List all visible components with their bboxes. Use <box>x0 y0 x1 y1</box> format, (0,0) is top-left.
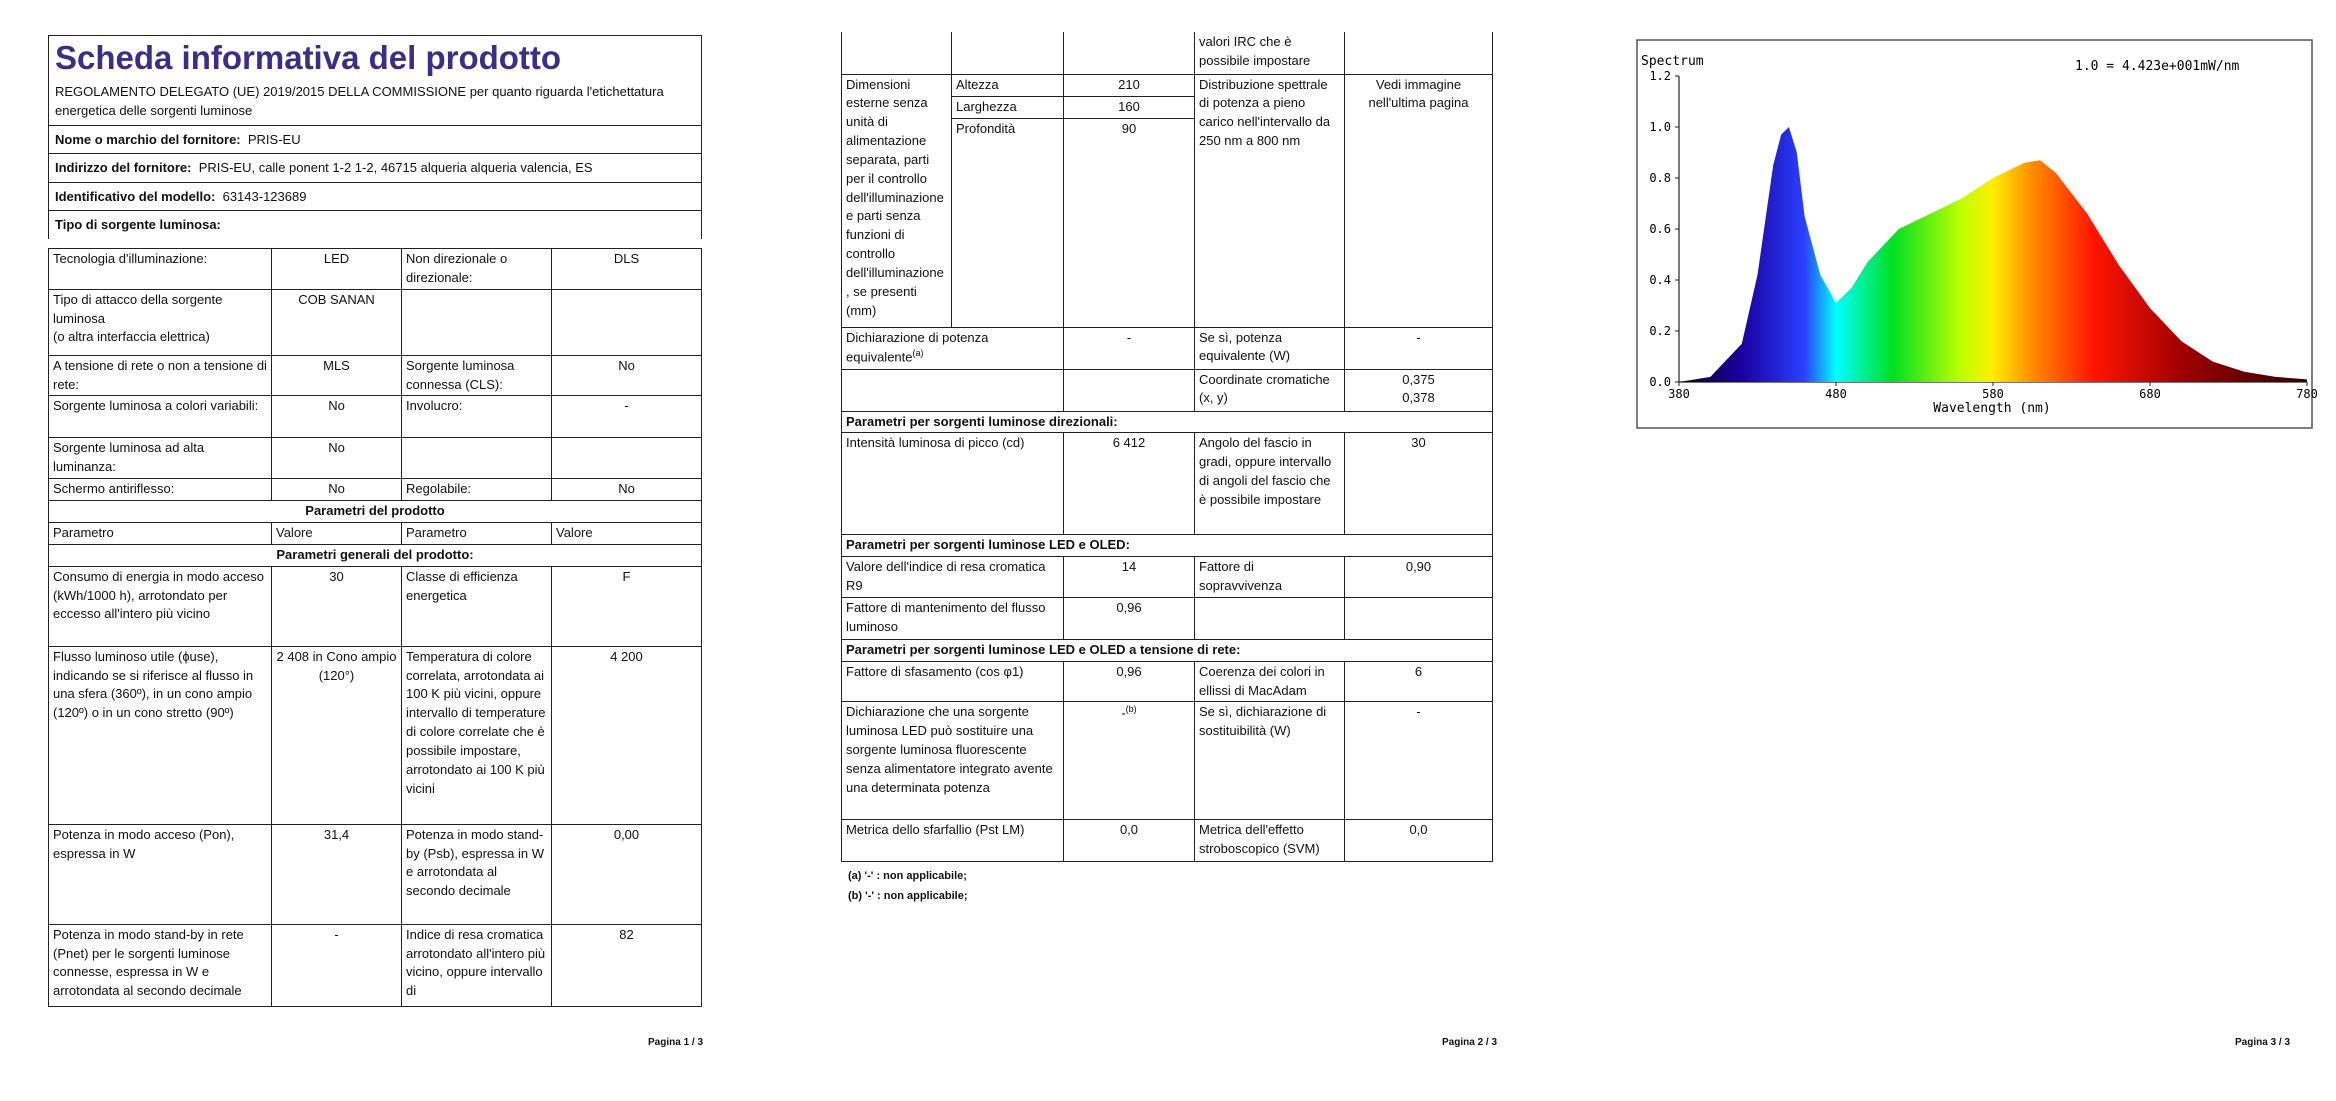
cell: LED <box>272 249 402 290</box>
cell <box>552 289 702 355</box>
maintenance-label: Fattore di mantenimento del flusso luminoso <box>842 597 1064 639</box>
cell <box>402 289 552 355</box>
cell: No <box>552 355 702 396</box>
cell: valori IRC che è possibile impostare <box>1195 32 1345 74</box>
cell: COB SANAN <box>272 289 402 355</box>
cell: 30 <box>272 566 402 646</box>
fluo-value: - <box>1121 705 1126 721</box>
cell: Classe di efficienza energetica <box>402 566 552 646</box>
cell: 82 <box>552 924 702 1006</box>
spectrum-chart <box>1637 40 2318 430</box>
address-label: Indirizzo del fornitore: <box>55 160 192 176</box>
y-tick-label: 0.8 <box>1649 171 1671 185</box>
width-label: Larghezza <box>952 96 1064 118</box>
cell: No <box>272 479 402 501</box>
table-row <box>842 411 1493 433</box>
cell <box>1345 597 1493 639</box>
column-header: Valore <box>272 522 402 544</box>
flicker-label: Metrica dello sfarfallio (Pst LM) <box>842 820 1064 862</box>
cell: Potenza in modo stand-by (Psb), espressa in W e arrotondata al secondo decimale <box>402 824 552 924</box>
model-label: Identificativo del modello: <box>55 188 216 204</box>
cell: Temperatura di colore correlata, arrotondata ai 100 K più vicini, oppure intervallo di temperature di colore correlate che è possibile impostare, arrotondato ai 100 K più vicini <box>402 646 552 824</box>
peak-label: Intensità luminosa di picco (cd) <box>842 433 1064 535</box>
cell: Sorgente luminosa a colori variabili: <box>49 396 272 438</box>
cell: Tipo di attacco della sorgente luminosa (o altra interfaccia elettrica) <box>49 289 272 355</box>
y-tick-label: 0.6 <box>1649 222 1671 236</box>
equiv-w-label: Se sì, potenza equivalente (W) <box>1195 327 1345 369</box>
equiv-w-value: - <box>1345 327 1493 369</box>
table-row <box>842 639 1493 661</box>
cell: Non direzionale o direzionale: <box>402 249 552 290</box>
height-label: Altezza <box>952 74 1064 96</box>
fluo-label: Dichiarazione che una sorgente luminosa LED può sostituire una sorgente luminosa fluorescente senza alimentatore integrato avente una determinata potenza <box>842 702 1064 820</box>
strobo-label: Metrica dell'effetto stroboscopico (SVM) <box>1195 820 1345 862</box>
cell: No <box>552 479 702 501</box>
equiv-label-cell: Dichiarazione di potenza equivalente$^{(a)}$ <box>842 327 1064 369</box>
cell: A tensione di rete o non a tensione di rete: <box>49 355 272 396</box>
table-row <box>842 661 1493 702</box>
column-header: Parametro <box>402 522 552 544</box>
y-tick-label: 0.2 <box>1649 324 1671 338</box>
address-line <box>49 154 701 183</box>
supplier-value: PRIS-EU <box>247 131 301 147</box>
page-title: Scheda informativa del prodotto <box>55 39 562 76</box>
cell: Tecnologia d'illuminazione: <box>49 249 272 290</box>
survival-label: Fattore di sopravvivenza <box>1195 557 1345 598</box>
width-value: 160 <box>1064 96 1195 118</box>
equiv-label: Dichiarazione di potenza equivalente <box>846 329 989 365</box>
product-params-heading: Parametri del prodotto <box>49 500 702 522</box>
depth-value: 90 <box>1064 119 1195 328</box>
cell: MLS <box>272 355 402 396</box>
table-row <box>49 289 702 355</box>
flicker-value: 0,0 <box>1064 820 1195 862</box>
height-value: 210 <box>1064 74 1195 96</box>
table-row <box>842 369 1493 411</box>
page-1 <box>0 0 715 1101</box>
cell: - <box>272 924 402 1006</box>
y-tick-label: 0.0 <box>1649 375 1671 389</box>
r9-value: 14 <box>1064 557 1195 598</box>
x-axis-label: Wavelength (nm) <box>1933 401 2051 416</box>
table-row <box>842 597 1493 639</box>
cell: Potenza in modo stand-by in rete (Pnet) per le sorgenti luminose connesse, espressa in W e arrotondata al secondo decimale <box>49 924 272 1006</box>
specs-table <box>48 248 702 1007</box>
y-tick-label: 1.2 <box>1649 69 1671 83</box>
cell: - <box>552 396 702 438</box>
cell <box>952 32 1064 74</box>
cell: Flusso luminoso utile (ɸuse), indicando se si riferisce al flusso in una sfera (360º), in un cono ampio (120º) o in un cono stretto (90º) <box>49 646 272 824</box>
table-row <box>842 32 1493 74</box>
cell <box>1064 369 1195 411</box>
page-number: Pagina 2 / 3 <box>1442 1037 1498 1048</box>
cell: No <box>272 396 402 438</box>
peak-value: 6 412 <box>1064 433 1195 535</box>
subst-label: Se sì, dichiarazione di sostituibilità (W) <box>1195 702 1345 820</box>
y-tick-label: 1.0 <box>1649 120 1671 134</box>
table-row <box>49 438 702 479</box>
equiv-value: - <box>1064 327 1195 369</box>
cell: No <box>272 438 402 479</box>
macadam-value: 6 <box>1345 661 1493 702</box>
table-row <box>842 327 1493 369</box>
cell: 31,4 <box>272 824 402 924</box>
page-number: Pagina 3 / 3 <box>2235 1037 2291 1048</box>
table-row <box>49 479 702 501</box>
spd-label: Distribuzione spettrale di potenza a pieno carico nell'intervallo da 250 nm a 800 nm <box>1195 74 1345 327</box>
x-tick-label: 680 <box>2139 387 2161 401</box>
x-tick-label: 580 <box>1982 387 2004 401</box>
table-row <box>49 646 702 824</box>
table-row <box>49 566 702 646</box>
cell: 0,00 <box>552 824 702 924</box>
source-type-heading: Tipo di sorgente luminosa: <box>55 217 221 233</box>
regulation-subtitle: REGOLAMENTO DELEGATO (UE) 2019/2015 DELLA COMMISSIONE per quanto riguarda l'etichettatura energetica delle sorgenti luminose <box>49 82 701 126</box>
cell <box>842 32 952 74</box>
table-row <box>49 544 702 566</box>
beam-label: Angolo del fascio in gradi, oppure intervallo di angoli del fascio che è possibile impostare <box>1195 433 1345 535</box>
cell <box>842 369 1064 411</box>
dimensions-label: Dimensioni esterne senza unità di alimentazione separata, parti per il controllo dell'illuminazione e parti senza funzioni di controllo dell'illuminazione, se presenti (mm) <box>842 74 952 327</box>
spd-value: Vedi immagine nell'ultima pagina <box>1345 74 1493 327</box>
depth-label: Profondità <box>952 119 1064 328</box>
chroma-x: 0,375 <box>1402 371 1435 387</box>
table-row <box>842 702 1493 820</box>
table-row <box>49 396 702 438</box>
mains-params-heading: Parametri per sorgenti luminose LED e OLED a tensione di rete: <box>842 639 1493 661</box>
macadam-label: Coerenza dei colori in ellissi di MacAdam <box>1195 661 1345 702</box>
fluo-value-cell: -$^{(b)}$ <box>1064 702 1195 820</box>
supplier-line <box>49 126 701 155</box>
survival-value: 0,90 <box>1345 557 1493 598</box>
column-header: Valore <box>552 522 702 544</box>
table-row <box>49 824 702 924</box>
y-tick-label: 0.4 <box>1649 273 1671 287</box>
address-value: PRIS-EU, calle ponent 1-2 1-2, 46715 alqueria alqueria valencia, ES <box>198 160 593 176</box>
cell <box>1064 32 1195 74</box>
cell: Schermo antiriflesso: <box>49 479 272 501</box>
table-row <box>49 355 702 396</box>
pf-label: Fattore di sfasamento (cos φ1) <box>842 661 1064 702</box>
cell: 4 200 <box>552 646 702 824</box>
maintenance-value: 0,96 <box>1064 597 1195 639</box>
r9-label: Valore dell'indice di resa cromatica R9 <box>842 557 1064 598</box>
x-tick-label: 380 <box>1668 387 1690 401</box>
header-box <box>48 35 702 239</box>
table-row <box>842 557 1493 598</box>
general-params-heading: Parametri generali del prodotto: <box>49 544 702 566</box>
page-3 <box>1615 0 2336 1101</box>
table-row <box>49 500 702 522</box>
cell: Sorgente luminosa connessa (CLS): <box>402 355 552 396</box>
dir-params-heading: Parametri per sorgenti luminose direzionali: <box>842 411 1493 433</box>
cell: Regolabile: <box>402 479 552 501</box>
table-row <box>49 924 702 1006</box>
table-row <box>49 522 702 544</box>
footnote-a: (a) '-' : non applicabile; <box>848 870 967 882</box>
chart-annotation: 1.0 = 4.423e+001mW/nm <box>2075 59 2240 74</box>
table-row <box>842 433 1493 535</box>
x-tick-label: 780 <box>2296 387 2318 401</box>
pf-value: 0,96 <box>1064 661 1195 702</box>
cell: F <box>552 566 702 646</box>
model-value: 63143-123689 <box>222 188 307 204</box>
cell: Potenza in modo acceso (Pon), espressa in W <box>49 824 272 924</box>
cell <box>1195 597 1345 639</box>
table-row <box>842 74 1493 96</box>
cell <box>552 438 702 479</box>
x-tick-label: 480 <box>1825 387 1847 401</box>
led-params-heading: Parametri per sorgenti luminose LED e OLED: <box>842 535 1493 557</box>
chroma-label: Coordinate cromatiche (x, y) <box>1195 369 1345 411</box>
model-line <box>49 183 701 212</box>
footnote-b: (b) '-' : non applicabile; <box>848 890 968 902</box>
specs-table-2 <box>841 32 1493 862</box>
cell: Consumo di energia in modo acceso (kWh/1000 h), arrotondato per eccesso all'intero più vicino <box>49 566 272 646</box>
cell <box>1345 32 1493 74</box>
cell: Involucro: <box>402 396 552 438</box>
cell: 2 408 in Cono ampio (120°) <box>272 646 402 824</box>
cell <box>402 438 552 479</box>
cell: Indice di resa cromatica arrotondato all'intero più vicino, oppure intervallo di <box>402 924 552 1006</box>
table-row <box>842 820 1493 862</box>
table-row <box>842 535 1493 557</box>
chroma-values <box>1345 369 1493 411</box>
subst-value: - <box>1345 702 1493 820</box>
chart-title: Spectrum <box>1641 54 1704 69</box>
cell: DLS <box>552 249 702 290</box>
column-header: Parametro <box>49 522 272 544</box>
chroma-y: 0,378 <box>1402 390 1435 406</box>
page-2 <box>815 0 1515 1101</box>
strobo-value: 0,0 <box>1345 820 1493 862</box>
table-row <box>49 249 702 290</box>
cell: Sorgente luminosa ad alta luminanza: <box>49 438 272 479</box>
supplier-label: Nome o marchio del fornitore: <box>55 131 241 147</box>
beam-value: 30 <box>1345 433 1493 535</box>
page-number: Pagina 1 / 3 <box>648 1037 704 1048</box>
